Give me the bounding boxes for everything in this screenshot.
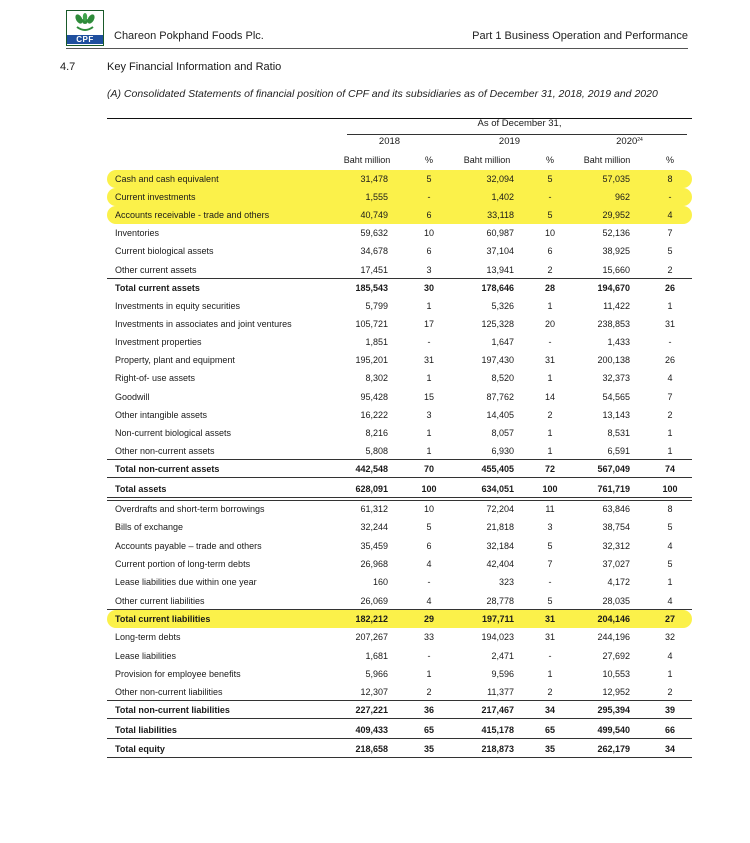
row-label: Right-of- use assets xyxy=(115,373,196,383)
table-row xyxy=(107,424,692,442)
value-2020: 12,952 xyxy=(602,687,630,697)
value-2018: 182,212 xyxy=(355,614,388,624)
pct-2019: 5 xyxy=(547,210,553,220)
row-label: Property, plant and equipment xyxy=(115,355,235,365)
unit-label-2019: Baht million xyxy=(463,155,511,165)
row-label: Other non-current assets xyxy=(115,446,215,456)
pct-2018: 17 xyxy=(423,319,434,329)
pct-2019: 1 xyxy=(547,446,553,456)
value-2018: 95,428 xyxy=(360,392,388,402)
value-2019: 8,520 xyxy=(491,373,514,383)
pct-2020: 8 xyxy=(667,504,673,514)
pct-2019: 100 xyxy=(542,484,558,494)
pct-2018: 3 xyxy=(426,410,432,420)
pct-2020: 26 xyxy=(664,283,675,293)
pct-2020: 4 xyxy=(667,373,673,383)
value-2018: 35,459 xyxy=(360,541,388,551)
table-row xyxy=(107,297,692,315)
pct-2018: 31 xyxy=(423,355,434,365)
pct-2018: 3 xyxy=(426,265,432,275)
pct-2019: 31 xyxy=(544,614,555,624)
pct-2019: 2 xyxy=(547,265,553,275)
value-2019: 13,941 xyxy=(486,265,514,275)
value-2018: 26,069 xyxy=(360,596,388,606)
value-2019: 1,647 xyxy=(491,337,514,347)
row-label: Other non-current liabilities xyxy=(115,687,223,697)
pct-2020: 27 xyxy=(664,614,675,624)
value-2018: 195,201 xyxy=(355,355,388,365)
table-top-rule xyxy=(107,118,692,119)
value-2019: 218,873 xyxy=(481,744,514,754)
value-2020: 567,049 xyxy=(597,464,630,474)
pct-2019: 1 xyxy=(547,373,553,383)
value-2020: 38,925 xyxy=(602,246,630,256)
pct-2019: - xyxy=(548,192,552,202)
pct-2019: 10 xyxy=(544,228,555,238)
value-2020: 15,660 xyxy=(602,265,630,275)
pct-2020: 8 xyxy=(667,174,673,184)
part-title: Part 1 Business Operation and Performance xyxy=(472,30,688,42)
pct-2019: 34 xyxy=(544,705,555,715)
row-label: Overdrafts and short-term borrowings xyxy=(115,504,265,514)
value-2020: 10,553 xyxy=(602,669,630,679)
row-label: Accounts receivable - trade and others xyxy=(115,210,270,220)
pct-2019: 2 xyxy=(547,687,553,697)
pct-2018: 100 xyxy=(421,484,437,494)
pct-2020: 1 xyxy=(667,301,673,311)
value-2019: 323 xyxy=(498,577,514,587)
value-2018: 160 xyxy=(372,577,388,587)
value-2019: 8,057 xyxy=(491,428,514,438)
pct-2020: 100 xyxy=(662,484,678,494)
row-label: Total assets xyxy=(115,484,167,494)
row-label: Non-current biological assets xyxy=(115,428,232,438)
value-2018: 26,968 xyxy=(360,559,388,569)
as-of-heading: As of December 31, xyxy=(477,118,562,129)
pct-2020: 39 xyxy=(664,705,675,715)
row-label: Lease liabilities xyxy=(115,651,177,661)
table-row xyxy=(107,537,692,555)
value-2018: 12,307 xyxy=(360,687,388,697)
pct-2020: 2 xyxy=(667,410,673,420)
value-2018: 1,555 xyxy=(365,192,388,202)
value-2019: 415,178 xyxy=(481,725,514,735)
pct-label-2018: % xyxy=(424,155,433,165)
pct-2019: 28 xyxy=(544,283,555,293)
pct-2020: 4 xyxy=(667,541,673,551)
value-2020: 13,143 xyxy=(602,410,630,420)
pct-2020: 34 xyxy=(664,744,675,754)
value-2019: 14,405 xyxy=(486,410,514,420)
value-2020: 1,433 xyxy=(607,337,630,347)
pct-2019: 35 xyxy=(544,744,555,754)
value-2019: 2,471 xyxy=(491,651,514,661)
value-2019: 72,204 xyxy=(486,504,514,514)
leaf-emblem-icon xyxy=(73,13,97,35)
value-2020: 29,952 xyxy=(602,210,630,220)
pct-2020: 7 xyxy=(667,392,673,402)
table-row xyxy=(107,573,692,591)
value-2020: 200,138 xyxy=(597,355,630,365)
value-2020: 52,136 xyxy=(602,228,630,238)
row-label: Total liabilities xyxy=(115,725,177,735)
row-label: Bills of exchange xyxy=(115,522,184,532)
pct-2019: 5 xyxy=(547,174,553,184)
value-2020: 204,146 xyxy=(597,614,630,624)
value-2018: 16,222 xyxy=(360,410,388,420)
unit-label-2018: Baht million xyxy=(343,155,391,165)
value-2019: 5,326 xyxy=(491,301,514,311)
pct-2020: 1 xyxy=(667,446,673,456)
pct-2019: 3 xyxy=(547,522,553,532)
table-row xyxy=(107,610,692,628)
year-2020-heading: 2020$^{24}$ xyxy=(616,136,643,147)
table-row xyxy=(107,315,692,333)
value-2019: 178,646 xyxy=(481,283,514,293)
value-2018: 59,632 xyxy=(360,228,388,238)
value-2018: 409,433 xyxy=(355,725,388,735)
value-2018: 442,548 xyxy=(355,464,388,474)
table-row xyxy=(107,188,692,206)
value-2020: 54,565 xyxy=(602,392,630,402)
value-2020: 28,035 xyxy=(602,596,630,606)
value-2019: 87,762 xyxy=(486,392,514,402)
pct-2019: 5 xyxy=(547,541,553,551)
pct-2018: 5 xyxy=(426,174,432,184)
value-2020: 37,027 xyxy=(602,559,630,569)
section-title: Key Financial Information and Ratio xyxy=(107,61,282,73)
pct-2018: 6 xyxy=(426,210,432,220)
row-label: Long-term debts xyxy=(115,632,181,642)
unit-label-2020: Baht million xyxy=(583,155,631,165)
pct-2019: 31 xyxy=(544,355,555,365)
row-label: Total non-current assets xyxy=(115,464,220,474)
pct-2019: 5 xyxy=(547,596,553,606)
value-2020: 194,670 xyxy=(597,283,630,293)
pct-2019: 6 xyxy=(547,246,553,256)
table-row xyxy=(107,333,692,351)
value-2019: 6,930 xyxy=(491,446,514,456)
pct-2020: 5 xyxy=(667,246,673,256)
pct-2019: 1 xyxy=(547,301,553,311)
pct-2018: 5 xyxy=(426,522,432,532)
value-2020: 6,591 xyxy=(607,446,630,456)
value-2019: 455,405 xyxy=(481,464,514,474)
value-2019: 42,404 xyxy=(486,559,514,569)
row-label: Total non-current liabilities xyxy=(115,705,230,715)
row-label: Other current assets xyxy=(115,265,197,275)
section-number: 4.7 xyxy=(60,61,76,73)
pct-2020: 74 xyxy=(664,464,675,474)
row-label: Cash and cash equivalent xyxy=(115,174,219,184)
pct-2020: 2 xyxy=(667,265,673,275)
pct-2020: - xyxy=(668,337,672,347)
table-row xyxy=(107,224,692,242)
pct-2020: 4 xyxy=(667,210,673,220)
value-2019: 634,051 xyxy=(481,484,514,494)
value-2019: 60,987 xyxy=(486,228,514,238)
row-label: Total current liabilities xyxy=(115,614,211,624)
pct-2018: - xyxy=(427,577,431,587)
pct-2018: 1 xyxy=(426,669,432,679)
value-2020: 32,312 xyxy=(602,541,630,551)
table-row xyxy=(107,480,692,498)
table-row xyxy=(107,460,692,478)
table-row xyxy=(107,388,692,406)
pct-2018: 1 xyxy=(426,446,432,456)
value-2019: 33,118 xyxy=(487,210,514,220)
pct-2019: 1 xyxy=(547,428,553,438)
value-2018: 32,244 xyxy=(360,522,388,532)
value-2018: 5,808 xyxy=(365,446,388,456)
pct-2019: 72 xyxy=(544,464,555,474)
table-row xyxy=(107,592,692,610)
table-row xyxy=(107,170,692,188)
value-2018: 185,543 xyxy=(355,283,388,293)
table-row xyxy=(107,518,692,536)
table-row xyxy=(107,555,692,573)
value-2019: 125,328 xyxy=(481,319,514,329)
year-2018-heading: 2018 xyxy=(378,136,401,147)
value-2019: 37,104 xyxy=(486,246,514,256)
value-2018: 1,851 xyxy=(365,337,388,347)
table-subtitle: (A) Consolidated Statements of financial position of CPF and its subsidiaries as of December 31, 2018, 2019 and 2020 xyxy=(107,88,658,100)
value-2020: 8,531 xyxy=(607,428,630,438)
row-label: Total equity xyxy=(115,744,165,754)
value-2018: 5,799 xyxy=(365,301,388,311)
pct-2018: 4 xyxy=(426,596,432,606)
pct-2018: 30 xyxy=(423,283,434,293)
value-2020: 57,035 xyxy=(602,174,630,184)
pct-2018: 10 xyxy=(423,228,434,238)
value-2018: 105,721 xyxy=(355,319,388,329)
pct-2020: - xyxy=(668,192,672,202)
pct-2020: 66 xyxy=(664,725,675,735)
table-row xyxy=(107,261,692,279)
pct-2018: 1 xyxy=(426,428,432,438)
footnote-marker: 24 xyxy=(637,137,643,143)
table-row xyxy=(107,406,692,424)
value-2020: 295,394 xyxy=(597,705,630,715)
table-row xyxy=(107,206,692,224)
pct-2019: 14 xyxy=(544,392,555,402)
value-2019: 11,377 xyxy=(487,687,514,697)
value-2020: 38,754 xyxy=(602,522,630,532)
table-row xyxy=(107,701,692,719)
pct-2020: 4 xyxy=(667,651,673,661)
table-row xyxy=(107,683,692,701)
cpf-logo xyxy=(66,10,104,46)
value-2020: 244,196 xyxy=(597,632,630,642)
value-2018: 207,267 xyxy=(355,632,388,642)
page-header xyxy=(66,10,688,49)
value-2018: 61,312 xyxy=(360,504,388,514)
row-label: Provision for employee benefits xyxy=(115,669,241,679)
pct-2018: 33 xyxy=(423,632,434,642)
header-underline xyxy=(347,134,687,135)
value-2019: 9,596 xyxy=(491,669,514,679)
pct-2018: - xyxy=(427,337,431,347)
company-name: Chareon Pokphand Foods Plc. xyxy=(114,30,264,42)
pct-2020: 2 xyxy=(667,687,673,697)
table-row xyxy=(107,740,692,758)
value-2019: 32,094 xyxy=(486,174,514,184)
value-2018: 8,302 xyxy=(365,373,388,383)
table-row xyxy=(107,351,692,369)
table-row xyxy=(107,628,692,646)
pct-label-2019: % xyxy=(545,155,554,165)
year-2019-heading: 2019 xyxy=(498,136,521,147)
pct-2019: 1 xyxy=(547,669,553,679)
value-2020: 63,846 xyxy=(602,504,630,514)
value-2018: 1,681 xyxy=(365,651,388,661)
value-2020: 27,692 xyxy=(602,651,630,661)
value-2018: 17,451 xyxy=(360,265,388,275)
pct-2020: 32 xyxy=(664,632,675,642)
value-2020: 499,540 xyxy=(597,725,630,735)
pct-2019: 2 xyxy=(547,410,553,420)
pct-2019: - xyxy=(548,651,552,661)
value-2018: 5,966 xyxy=(365,669,388,679)
row-label: Inventories xyxy=(115,228,160,238)
pct-2018: 2 xyxy=(426,687,432,697)
table-row xyxy=(107,721,692,739)
pct-2019: 31 xyxy=(544,632,555,642)
pct-2018: 10 xyxy=(423,504,434,514)
pct-2018: 15 xyxy=(423,392,434,402)
value-2018: 31,478 xyxy=(360,174,388,184)
row-label: Current investments xyxy=(115,192,196,202)
table-row xyxy=(107,647,692,665)
value-2018: 34,678 xyxy=(360,246,388,256)
row-label: Lease liabilities due within one year xyxy=(115,577,257,587)
table-row xyxy=(107,279,692,297)
pct-label-2020: % xyxy=(665,155,674,165)
value-2020: 761,719 xyxy=(597,484,630,494)
pct-2020: 26 xyxy=(664,355,675,365)
pct-2019: - xyxy=(548,337,552,347)
pct-2020: 7 xyxy=(667,228,673,238)
row-label: Accounts payable – trade and others xyxy=(115,541,262,551)
value-2019: 32,184 xyxy=(486,541,514,551)
row-label: Current portion of long-term debts xyxy=(115,559,251,569)
pct-2018: 4 xyxy=(426,559,432,569)
value-2020: 11,422 xyxy=(603,301,630,311)
value-2020: 962 xyxy=(614,192,630,202)
value-2018: 227,221 xyxy=(355,705,388,715)
value-2020: 262,179 xyxy=(597,744,630,754)
row-label: Other intangible assets xyxy=(115,410,208,420)
value-2019: 21,818 xyxy=(486,522,514,532)
pct-2020: 31 xyxy=(664,319,675,329)
row-label: Investments in equity securities xyxy=(115,301,241,311)
pct-2019: - xyxy=(548,577,552,587)
value-2018: 40,749 xyxy=(360,210,388,220)
table-row xyxy=(107,442,692,460)
row-label: Other current liabilities xyxy=(115,596,205,606)
pct-2019: 11 xyxy=(545,504,555,514)
table-row xyxy=(107,369,692,387)
pct-2018: 36 xyxy=(423,705,434,715)
table-row xyxy=(107,665,692,683)
value-2019: 197,711 xyxy=(481,614,514,624)
pct-2018: 70 xyxy=(423,464,434,474)
value-2020: 238,853 xyxy=(597,319,630,329)
row-label: Investments in associates and joint ventures xyxy=(115,319,292,329)
row-label: Current biological assets xyxy=(115,246,214,256)
value-2019: 217,467 xyxy=(481,705,514,715)
value-2018: 218,658 xyxy=(355,744,388,754)
value-2019: 1,402 xyxy=(491,192,514,202)
pct-2020: 1 xyxy=(667,577,673,587)
table-row xyxy=(107,500,692,518)
pct-2020: 5 xyxy=(667,522,673,532)
pct-2020: 4 xyxy=(667,596,673,606)
row-label: Investment properties xyxy=(115,337,202,347)
pct-2019: 65 xyxy=(544,725,555,735)
pct-2018: 1 xyxy=(426,373,432,383)
pct-2018: 35 xyxy=(423,744,434,754)
pct-2020: 1 xyxy=(667,669,673,679)
pct-2020: 5 xyxy=(667,559,673,569)
value-2018: 628,091 xyxy=(355,484,388,494)
logo-text: CPF xyxy=(67,35,103,44)
pct-2018: 1 xyxy=(426,301,432,311)
pct-2018: 29 xyxy=(423,614,434,624)
value-2020: 4,172 xyxy=(607,577,630,587)
pct-2018: 6 xyxy=(426,246,432,256)
value-2020: 32,373 xyxy=(602,373,630,383)
pct-2018: - xyxy=(427,651,431,661)
pct-2018: 65 xyxy=(423,725,434,735)
pct-2018: 6 xyxy=(426,541,432,551)
value-2019: 28,778 xyxy=(486,596,514,606)
row-label: Total current assets xyxy=(115,283,200,293)
value-2018: 8,216 xyxy=(365,428,388,438)
value-2019: 194,023 xyxy=(481,632,514,642)
value-2019: 197,430 xyxy=(481,355,514,365)
pct-2020: 1 xyxy=(667,428,673,438)
pct-2019: 20 xyxy=(544,319,555,329)
pct-2018: - xyxy=(427,192,431,202)
pct-2019: 7 xyxy=(547,559,553,569)
row-label: Goodwill xyxy=(115,392,150,402)
table-row xyxy=(107,242,692,260)
